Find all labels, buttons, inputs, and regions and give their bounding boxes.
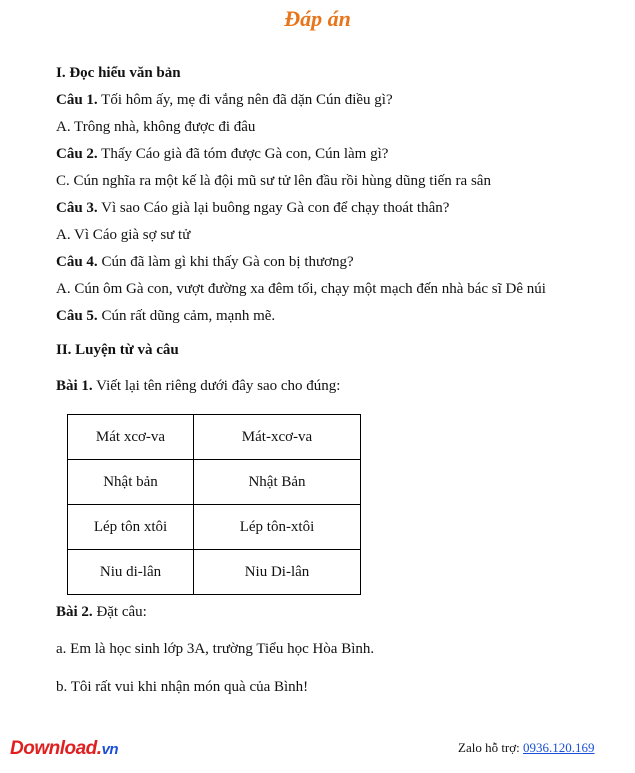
question-2 [56,146,388,163]
exercise-text: Đặt câu: [92,604,147,620]
table-cell: Niu Di-lân [194,550,361,595]
names-table [67,414,361,595]
table-row [68,550,361,595]
answer-4: A. Cún ôm Gà con, vượt đường xa đêm tối, chạy một mạch đến nhà bác sĩ Dê núi [56,281,546,297]
table-cell: Mát xcơ-va [68,415,194,460]
zalo-support [458,740,595,756]
download-logo[interactable]: Download.vn [10,738,119,759]
exercise-text: Viết lại tên riêng dưới đây sao cho đúng: [92,378,341,394]
phone-link[interactable]: 0936.120.169 [523,740,595,755]
section-2-heading: II. Luyện từ và câu [56,342,179,358]
table-cell: Nhật Bản [194,460,361,505]
question-4 [56,254,354,271]
page-title: Đáp án [284,6,351,31]
question-label: Câu 5. [56,308,98,324]
table-row [68,415,361,460]
table-row [68,460,361,505]
zalo-label: Zalo hỗ trợ: [458,740,523,755]
question-label: Câu 3. [56,200,98,216]
question-text: Tối hôm ấy, mẹ đi vắng nên đã dặn Cún điều gì? [97,92,393,108]
table-cell: Lép tôn xtôi [68,505,194,550]
answer-2: C. Cún nghĩa ra một kế là đội mũ sư tử lên đầu rồi hùng dũng tiến ra sân [56,173,491,189]
table-cell: Lép tôn-xtôi [194,505,361,550]
exercise-1 [56,378,340,395]
question-text: Vì sao Cáo già lại buông ngay Gà con để chạy thoát thân? [97,200,450,216]
sentence-b: b. Tôi rất vui khi nhận món quà của Bình! [56,679,309,695]
section-1-heading: I. Đọc hiểu văn bản [56,65,181,81]
question-3 [56,200,449,217]
table-cell: Mát-xcơ-va [194,415,361,460]
question-text: Cún rất dũng cảm, mạnh mẽ. [97,308,276,324]
sentence-a: a. Em là học sinh lớp 3A, trường Tiểu học Hòa Bình. [56,641,375,657]
exercise-2 [56,604,147,621]
exercise-label: Bài 1. [56,378,93,394]
table-cell: Niu di-lân [68,550,194,595]
question-label: Câu 1. [56,92,98,108]
answer-3: A. Vì Cáo già sợ sư tử [56,227,191,243]
table-cell: Nhật bản [68,460,194,505]
exercise-label: Bài 2. [56,604,93,620]
question-text: Cún đã làm gì khi thấy Gà con bị thương? [97,254,354,270]
question-5 [56,308,275,325]
table-row [68,505,361,550]
question-label: Câu 2. [56,146,98,162]
question-text: Thấy Cáo già đã tóm được Gà con, Cún làm gì? [97,146,389,162]
answer-1: A. Trông nhà, không được đi đâu [56,119,256,135]
question-1 [56,92,393,109]
question-label: Câu 4. [56,254,98,270]
